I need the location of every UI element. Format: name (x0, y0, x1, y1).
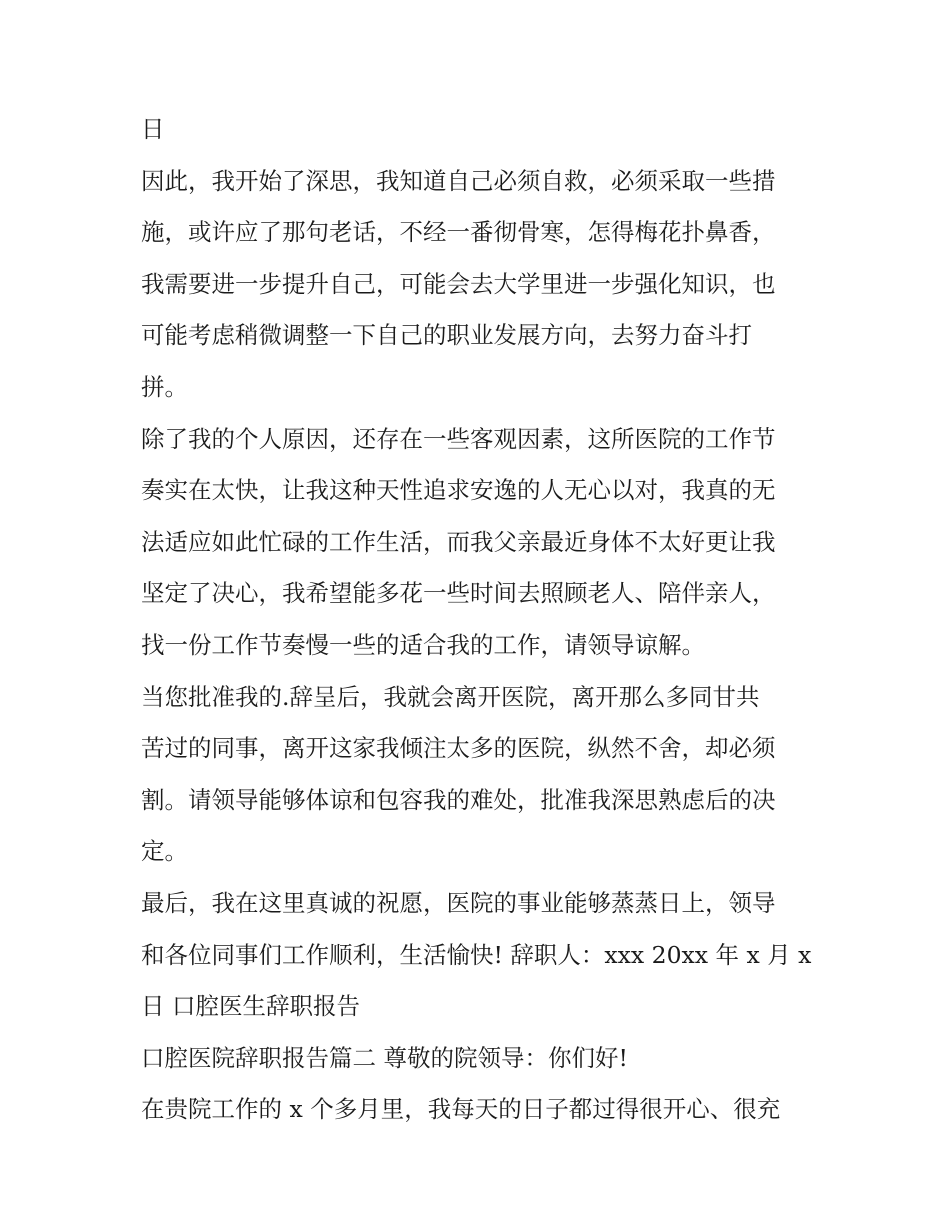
document-body (141, 104, 816, 1136)
text-line: 除了我的个人原因，还存在一些客观因素，这所医院的工作节 (141, 424, 776, 453)
text-line: 割。请领导能够体谅和包容我的难处，批准我深思熟虑后的决 (141, 785, 776, 814)
text-line: 坚定了决心，我希望能多花一些时间去照顾老人、陪伴亲人， (141, 579, 776, 608)
text-line: 拼。 (141, 372, 188, 401)
text-line: 在贵院工作的 x 个多月里，我每天的日子都过得很开心、很充 (141, 1095, 781, 1124)
text-line: 当您批准我的.辞呈后，我就会离开医院，离开那么多同甘共 (141, 682, 760, 711)
text-line: 最后，我在这里真诚的祝愿，医院的事业能够蒸蒸日上，领导 (141, 888, 776, 917)
text-line: 我需要进一步提升自己，可能会去大学里进一步强化知识，也 (141, 269, 776, 298)
text-line: 找一份工作节奏慢一些的适合我的工作，请领导谅解。 (141, 630, 705, 659)
text-line: 法适应如此忙碌的工作生活，而我父亲最近身体不太好更让我 (141, 527, 776, 556)
text-line: 日 口腔医生辞职报告 (141, 992, 360, 1021)
text-line: 奏实在太快，让我这种天性追求安逸的人无心以对，我真的无 (141, 476, 776, 505)
text-line: 施，或许应了那句老话，不经一番彻骨寒，怎得梅花扑鼻香， (141, 218, 776, 247)
text-line: 和各位同事们工作顺利，生活愉快! 辞职人：xxx 20xx 年 x 月 x (141, 940, 812, 969)
text-line: 苦过的同事，离开这家我倾注太多的医院，纵然不舍，却必须 (141, 734, 776, 763)
text-line: 定。 (141, 837, 188, 866)
text-line: 日 (141, 115, 165, 143)
text-line: 可能考虑稍微调整一下自己的职业发展方向，去努力奋斗打 (141, 321, 752, 350)
text-line: 口腔医院辞职报告篇二 尊敬的院领导：你们好! (141, 1043, 628, 1072)
text-line: 因此，我开始了深思，我知道自己必须自救，必须采取一些措 (141, 166, 776, 195)
